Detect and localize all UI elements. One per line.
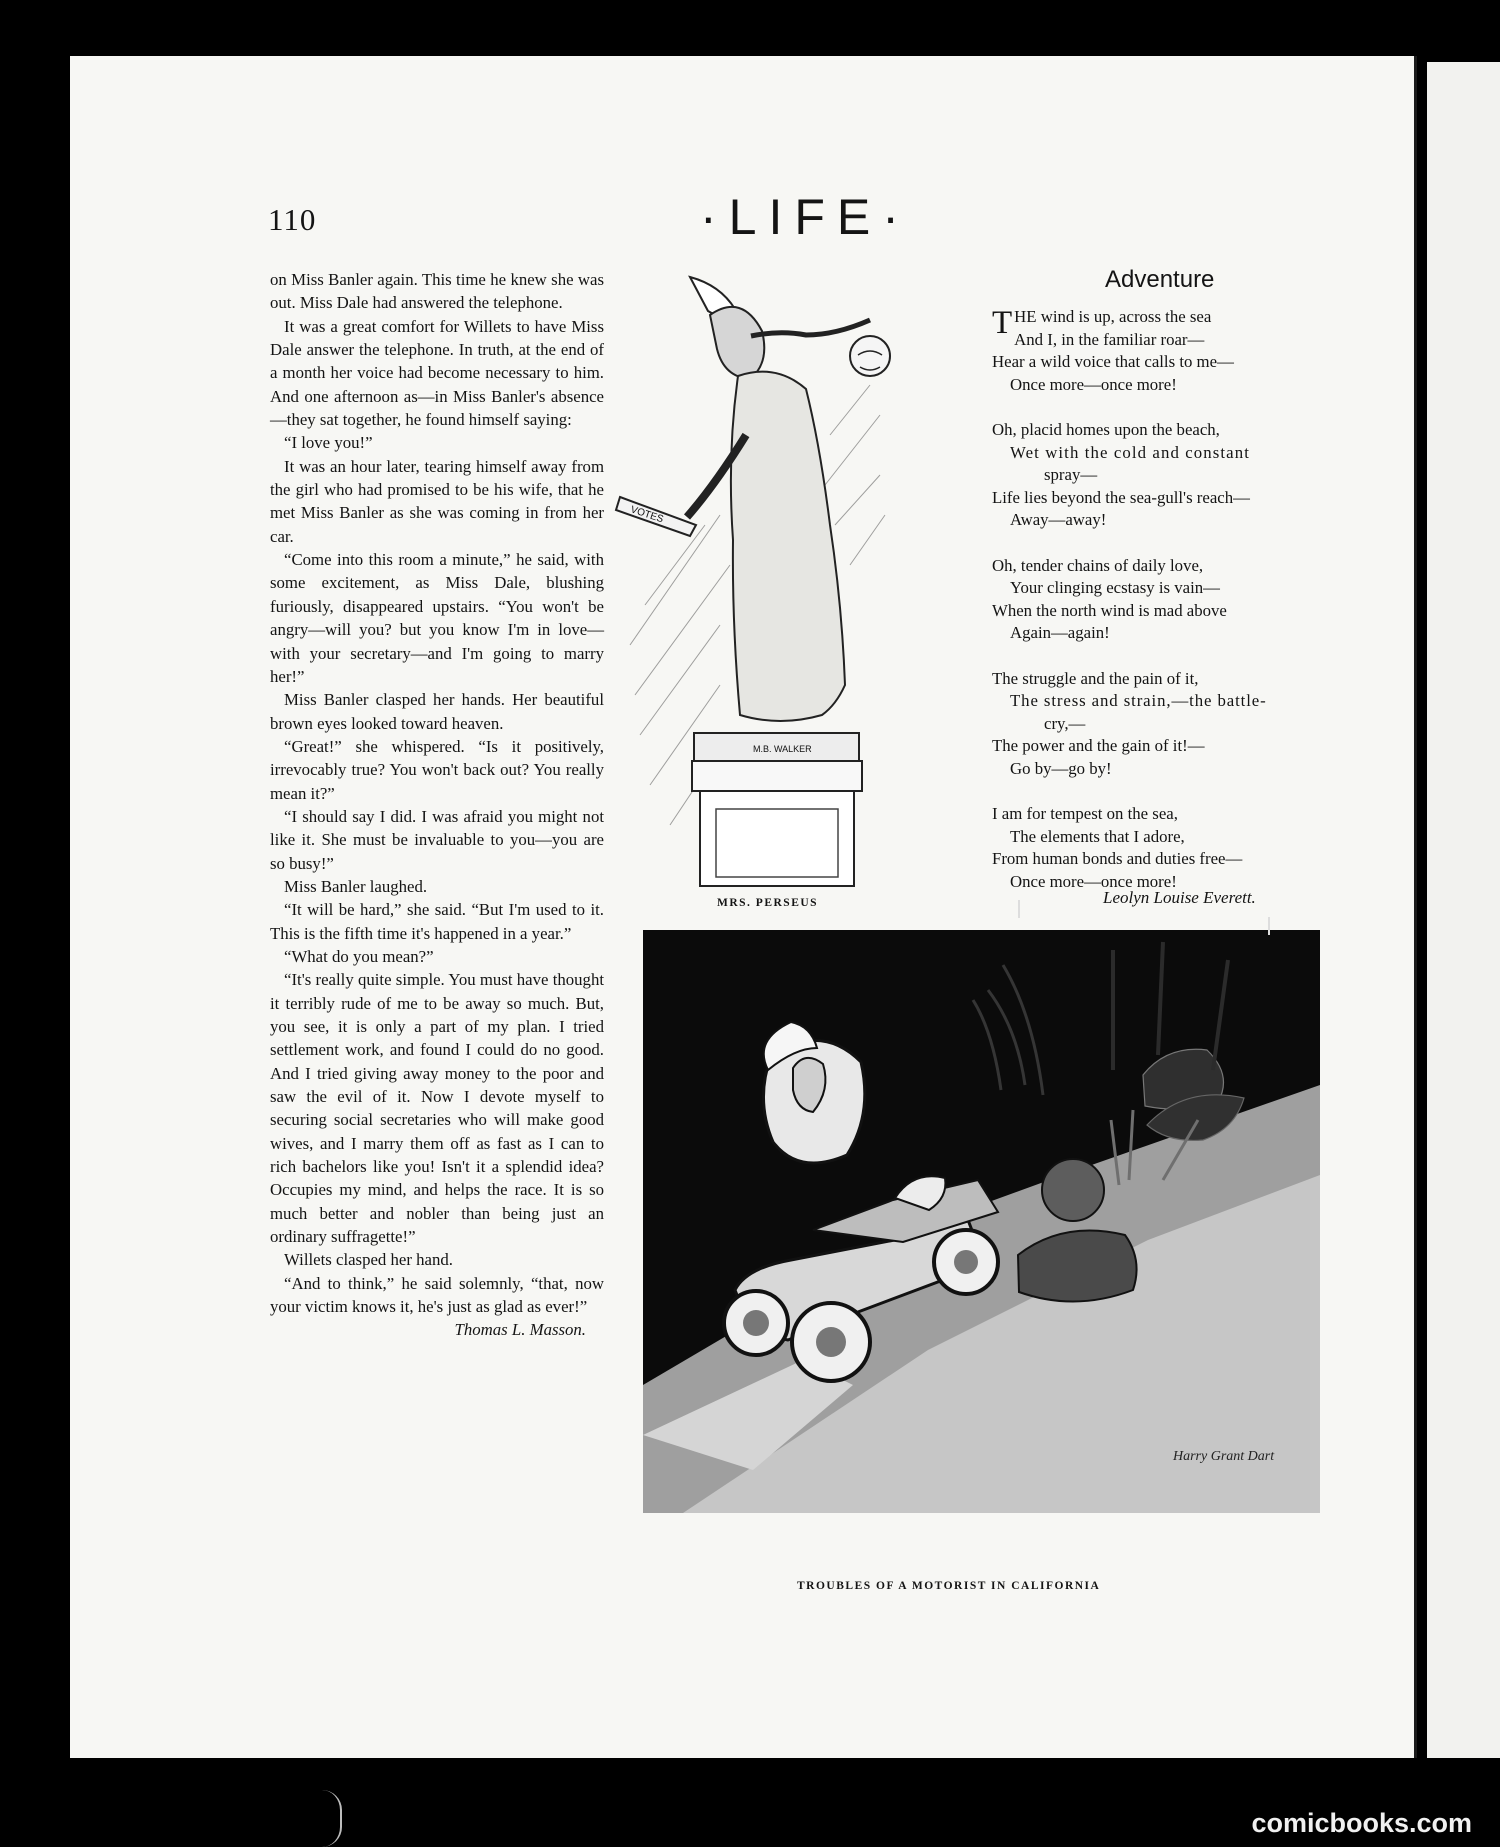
poem-line: cry,— xyxy=(1044,713,1086,733)
poem-line: When the north wind is mad above xyxy=(992,600,1227,620)
story-paragraph: “What do you mean?” xyxy=(284,946,434,966)
poem-line: The elements that I adore, xyxy=(1010,826,1185,846)
story-paragraph: “Great!” she whispered. “Is it positively, irrevocably true? You won't back out? You really mean it?” xyxy=(270,736,604,803)
mrs-perseus-illustration xyxy=(610,265,975,890)
story-paragraph: “I love you!” xyxy=(284,433,373,453)
poem-line: spray— xyxy=(1044,465,1098,485)
poem-line: And I, in the familiar roar— xyxy=(1014,329,1205,349)
poem-stanza xyxy=(992,555,1324,645)
story-column xyxy=(270,268,604,1342)
masthead-title: ·LIFE· xyxy=(700,189,911,245)
motorist-caption: TROUBLES OF A MOTORIST IN CALIFORNIA xyxy=(797,1580,1101,1592)
story-paragraph: It was a great comfort for Willets to have Miss Dale answer the telephone. In truth, at the end of a month her voice had become necessary to him. And one afternoon as—in Miss Banler's absence—they sat together, he found himself saying: xyxy=(270,316,604,430)
poem-line: The stress and strain,—the battle- xyxy=(1010,691,1267,711)
poem-line: Oh, placid homes upon the beach, xyxy=(992,419,1220,439)
pedestal-text: M.B. WALKER xyxy=(753,744,812,754)
poem-line: From human bonds and duties free— xyxy=(992,849,1243,869)
poem-line: Wet with the cold and constant xyxy=(1010,442,1250,462)
poem-line: Hear a wild voice that calls to me— xyxy=(992,352,1234,372)
poem-title: Adventure xyxy=(1105,266,1215,293)
poem-line: The struggle and the pain of it, xyxy=(992,668,1199,688)
poem-line: Once more—once more! xyxy=(1010,871,1177,891)
story-paragraph: on Miss Banler again. This time he knew she was out. Miss Dale had answered the telephone. xyxy=(270,270,604,313)
poem-line: Once more—once more! xyxy=(1010,374,1177,394)
poem-line: Oh, tender chains of daily love, xyxy=(992,555,1204,575)
poem-author: Leolyn Louise Everett. xyxy=(1103,888,1256,907)
story-paragraph: “I should say I did. I was afraid you might not like it. She must be invaluable to you—you are so busy!” xyxy=(270,806,604,873)
poem-line: Your clinging ecstasy is vain— xyxy=(1010,578,1220,598)
poem-body xyxy=(992,306,1324,916)
story-paragraph: “And to think,” he said solemnly, “that, now your victim knows it, he's just as glad as ever!” xyxy=(270,1273,604,1317)
poem-line: Go by—go by! xyxy=(1010,758,1112,778)
poem-stanza xyxy=(992,803,1324,893)
motorist-drawing xyxy=(643,930,1320,1513)
story-paragraph: “It will be hard,” she said. “But I'm used to it. This is the fifth time it's happened in a year.” xyxy=(270,900,604,943)
poem-line: Again—again! xyxy=(1010,623,1110,643)
poem-stanza xyxy=(992,306,1324,396)
poem-line: Away—away! xyxy=(1010,510,1107,530)
statue-drawing xyxy=(610,265,975,890)
crop-mark xyxy=(1268,917,1270,935)
poem-stanza xyxy=(992,668,1324,781)
sword-text: VOTES xyxy=(629,504,665,526)
story-paragraph: “Come into this room a minute,” he said, with some excitement, as Miss Dale, blushing furiously, disappeared upstairs. “You won't be angry—will you? but you know I'm in love—with your secretary—and I'm going to marry her!” xyxy=(270,550,604,686)
mrs-perseus-caption: MRS. PERSEUS xyxy=(717,897,819,909)
story-paragraph: Willets clasped her hand. xyxy=(284,1250,453,1270)
page-number: 110 xyxy=(268,202,317,237)
artist-signature: Harry Grant Dart xyxy=(1173,1449,1275,1464)
poem-line: The power and the gain of it!— xyxy=(992,736,1205,756)
watermark-text: comicbooks.com xyxy=(1251,1808,1472,1838)
next-page-edge xyxy=(1427,62,1500,1758)
dropcap: T xyxy=(992,305,1013,341)
story-paragraph: It was an hour later, tearing himself away from the girl who had promised to be his wife, that he met Miss Banler as she was coming in from her car. xyxy=(270,456,604,546)
motorist-illustration xyxy=(643,930,1320,1513)
poem-line: HE wind is up, across the sea xyxy=(1014,307,1212,326)
story-author: Thomas L. Masson. xyxy=(454,1320,586,1340)
story-paragraph: Miss Banler laughed. xyxy=(284,876,428,896)
story-paragraph: Miss Banler clasped her hands. Her beautiful brown eyes looked toward heaven. xyxy=(270,690,604,733)
crop-mark xyxy=(1018,900,1020,918)
story-paragraph: “It's really quite simple. You must have thought it terribly rude of me to be away so much. But, you see, it is only a part of my plan. I tried settlement work, and found I could do no good. And I tried giving away money to the poor and saw the evil of it. Now I devote myself to securing social secretaries who will make good wives, and I marry them off as fast as I can to rich bachelors like you! Isn't it a splendid idea? Occupies my mind, and helps the race. It is so much better and nobler than being just an ordinary suffragette!” xyxy=(270,970,604,1247)
poem-line: Life lies beyond the sea-gull's reach— xyxy=(992,487,1250,507)
poem-stanza xyxy=(992,419,1324,532)
poem-line: I am for tempest on the sea, xyxy=(992,804,1178,824)
page-curl-mark xyxy=(322,1790,342,1847)
